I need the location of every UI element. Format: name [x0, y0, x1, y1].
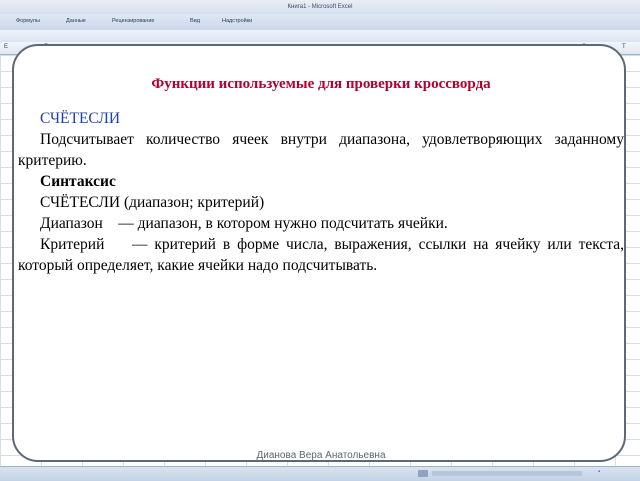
tab-addins[interactable]: Надстройки	[222, 18, 253, 24]
status-bar	[0, 466, 640, 481]
horizontal-scroll-thumb[interactable]	[418, 470, 428, 477]
column-header-t[interactable]: T	[622, 44, 626, 50]
slide-title: Функции используемые для проверки кроссворда	[151, 76, 491, 92]
syntax-line: СЧЁТЕСЛИ (диапазон; критерий)	[40, 194, 265, 211]
criterion-description: Критерий — критерий в форме числа, выражения, ссылки на ячейку или текста, который определяет, какие ячейки надо подсчитывать.	[18, 236, 628, 274]
horizontal-scroll-track[interactable]	[432, 471, 582, 476]
function-name: СЧЁТЕСЛИ	[40, 110, 121, 127]
tab-view[interactable]: Вид	[190, 18, 200, 24]
window-title: Книга1 - Microsoft Excel	[287, 4, 353, 10]
tab-review[interactable]: Рецензирование	[112, 18, 155, 24]
window-title-bar	[0, 0, 640, 14]
tab-formulas[interactable]: Формулы	[16, 18, 40, 24]
slide-body	[18, 108, 628, 276]
ribbon-tabs	[0, 14, 640, 30]
author-footer: Дианова Вера Анатольевна	[256, 450, 386, 461]
range-description: Диапазон — диапазон, в котором нужно подсчитать ячейки.	[40, 215, 448, 232]
function-description: Подсчитывает количество ячеек внутри диапазона, удовлетворяющих заданному критерию.	[18, 131, 624, 169]
column-header-e[interactable]: E	[4, 44, 9, 50]
zoom-control[interactable]: ▪	[598, 469, 601, 475]
tab-data[interactable]: Данные	[66, 18, 86, 24]
syntax-heading: Синтаксис	[40, 173, 116, 190]
slide-card	[12, 44, 626, 462]
